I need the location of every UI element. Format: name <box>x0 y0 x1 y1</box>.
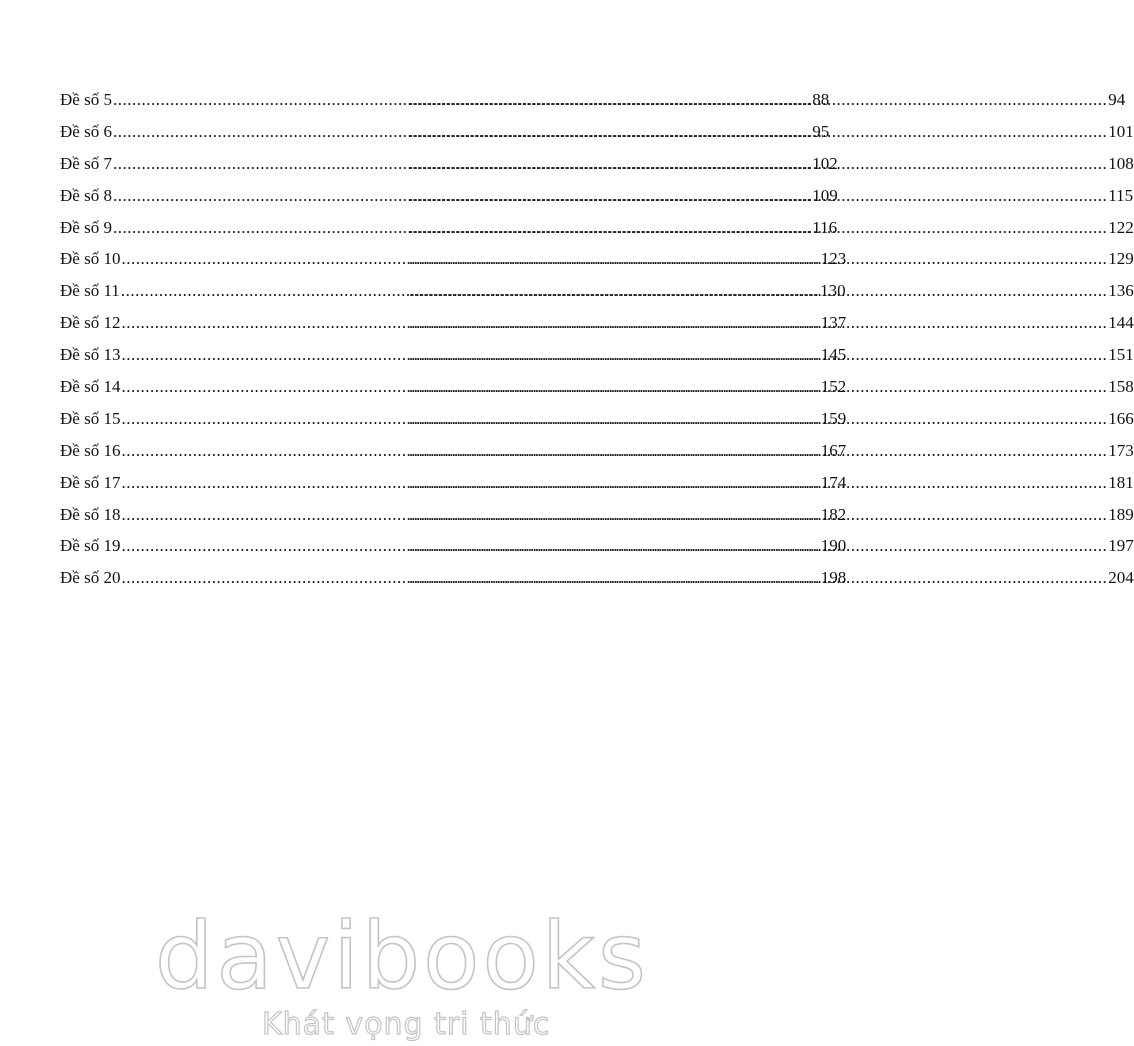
toc-page-start: 174 <box>820 472 847 492</box>
toc-page-end: 158 <box>1108 377 1134 397</box>
toc-page-start: 145 <box>820 345 847 365</box>
toc-page-start: 182 <box>820 504 847 524</box>
toc-row <box>60 180 1134 212</box>
toc-row <box>60 275 1134 307</box>
toc-entry-label: Đề số 17 <box>60 472 121 492</box>
toc-page-start: 130 <box>820 281 846 301</box>
toc-page-start: 116 <box>812 217 838 237</box>
toc-page-start: 190 <box>820 536 847 556</box>
dot-leader <box>409 116 1107 148</box>
toc-row <box>60 562 1134 594</box>
toc-page-start: 109 <box>812 185 838 205</box>
toc-page-end: 122 <box>1108 217 1134 237</box>
dot-leader <box>409 148 1107 180</box>
toc-page-end: 166 <box>1108 408 1134 428</box>
toc-row <box>60 148 1134 180</box>
toc-page-end: 173 <box>1108 440 1134 460</box>
toc-page-start: 123 <box>820 249 847 269</box>
dot-leader <box>409 403 1107 435</box>
toc-page-start: 167 <box>820 440 847 460</box>
toc-row <box>60 530 1134 562</box>
toc-page-end: 115 <box>1108 185 1134 205</box>
toc-entry-label: Đề số 19 <box>60 536 121 556</box>
toc-entry-label: Đề số 8 <box>60 185 112 205</box>
dot-leader <box>409 243 1107 275</box>
toc-page-end: 136 <box>1108 281 1134 301</box>
toc-page-end: 197 <box>1108 536 1134 556</box>
toc-page-start: 102 <box>812 153 838 173</box>
toc-row <box>60 499 1134 531</box>
dot-leader <box>409 371 1107 403</box>
toc-page-start: 95 <box>812 121 830 141</box>
toc-entry-label: Đề số 14 <box>60 377 121 397</box>
toc-entry-label: Đề số 10 <box>60 249 121 269</box>
toc-row <box>60 84 1126 116</box>
toc-row <box>60 467 1134 499</box>
dot-leader <box>409 562 1107 594</box>
dot-leader <box>409 467 1107 499</box>
dot-leader <box>409 530 1107 562</box>
toc-page-end: 94 <box>1108 90 1126 109</box>
dot-leader <box>409 180 1107 212</box>
toc-entry-label: Đề số 12 <box>60 313 121 333</box>
toc-row <box>60 435 1134 467</box>
toc-row <box>60 243 1134 275</box>
toc-page-end: 189 <box>1108 504 1134 524</box>
toc-entry-label: Đề số 15 <box>60 408 121 428</box>
dot-leader <box>409 435 1107 467</box>
toc-page-start: 159 <box>820 408 847 428</box>
toc-entry-label: Đề số 16 <box>60 440 121 460</box>
dot-leader <box>409 499 1107 531</box>
toc-entry-label: Đề số 7 <box>60 153 112 173</box>
toc-page-end: 151 <box>1108 345 1134 365</box>
watermark-brand-text: davibooks <box>155 903 649 1010</box>
toc-page-end: 204 <box>1108 568 1134 588</box>
dot-leader <box>409 212 1107 244</box>
toc-entry-label: Đề số 13 <box>60 345 121 365</box>
toc-page-end: 108 <box>1108 153 1134 173</box>
dot-leader <box>409 275 1107 307</box>
toc-entry-label: Đề số 6 <box>60 121 112 141</box>
toc-page-end: 101 <box>1108 121 1134 141</box>
dot-leader <box>409 84 1107 116</box>
toc-page-start: 88 <box>812 90 830 109</box>
dot-leader <box>409 339 1107 371</box>
toc-page-end: 129 <box>1108 249 1134 269</box>
toc-row <box>60 371 1134 403</box>
toc-entry-label: Đề số 20 <box>60 568 121 588</box>
toc-page-start: 198 <box>820 568 847 588</box>
watermark-slogan-text: Khát vọng tri thức <box>262 1007 551 1042</box>
table-of-contents <box>60 84 1134 594</box>
toc-page-end: 144 <box>1108 313 1134 333</box>
toc-page-end: 181 <box>1108 472 1134 492</box>
dot-leader <box>409 307 1107 339</box>
toc-row <box>60 212 1134 244</box>
toc-page-start: 137 <box>820 313 847 333</box>
toc-row <box>60 307 1134 339</box>
toc-page-start: 152 <box>820 377 847 397</box>
toc-entry-label: Đề số 11 <box>60 281 120 301</box>
toc-entry-label: Đề số 5 <box>60 90 112 109</box>
toc-entry-label: Đề số 9 <box>60 217 112 237</box>
toc-row <box>60 339 1134 371</box>
toc-entry-label: Đề số 18 <box>60 504 121 524</box>
toc-row <box>60 403 1134 435</box>
toc-row <box>60 116 1134 148</box>
